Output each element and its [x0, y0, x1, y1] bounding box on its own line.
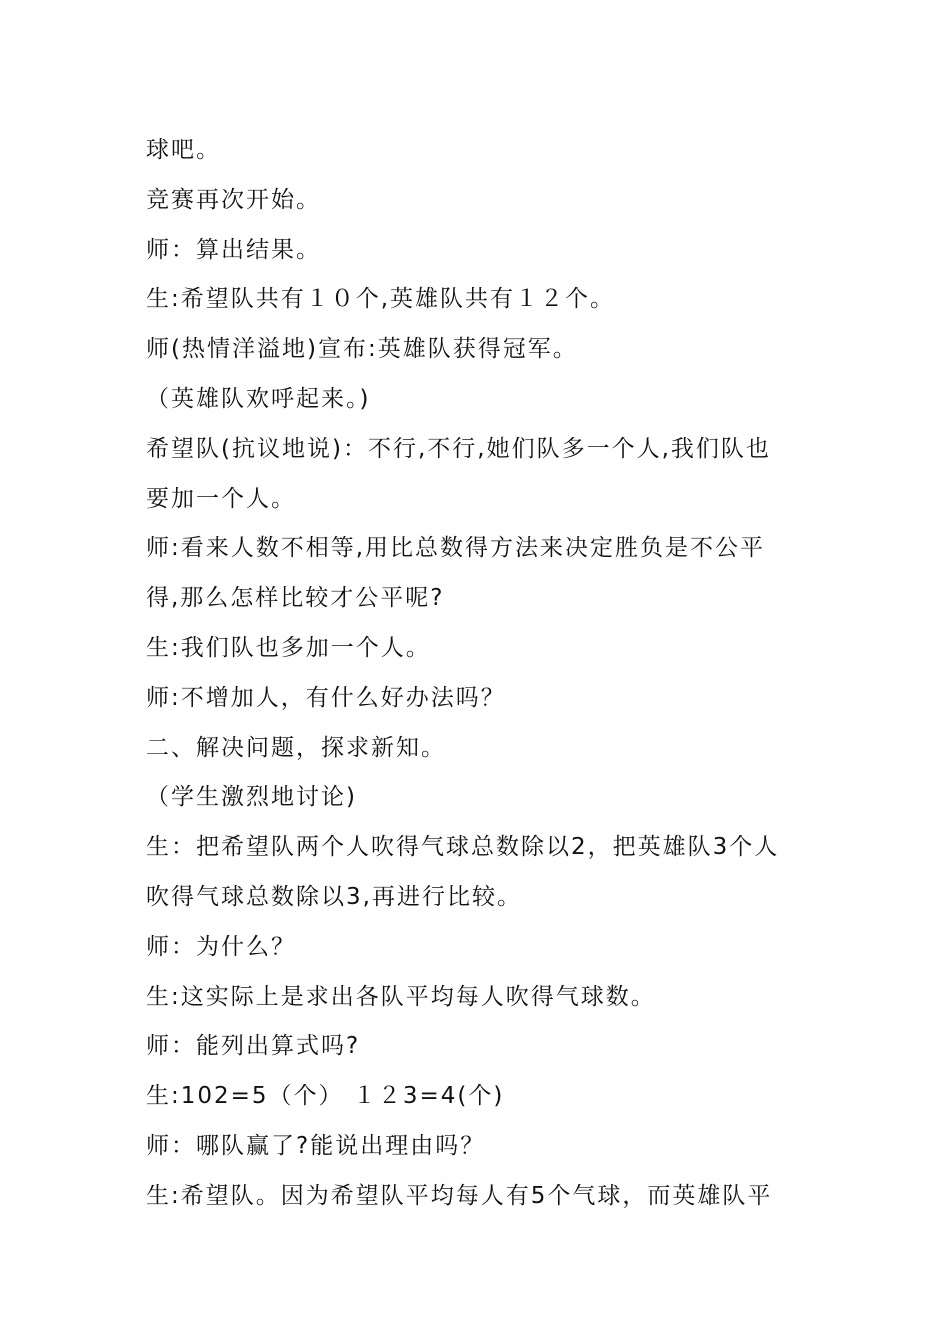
text-line: 竞赛再次开始。 — [146, 186, 321, 213]
text-line: （英雄队欢呼起来。) — [146, 385, 371, 412]
text-line: 师：算出结果。 — [146, 236, 321, 263]
text-line: 生:102=5（个） １２3=4(个) — [146, 1083, 505, 1110]
text-line: 要加一个人。 — [146, 485, 296, 512]
text-line: 生：把希望队两个人吹得气球总数除以2，把英雄队3个人 — [146, 834, 780, 861]
section-heading: 二、解决问题，探求新知。 — [146, 734, 446, 761]
text-line: 球吧。 — [146, 137, 221, 163]
text-line: 生:希望队。因为希望队平均每人有5个气球，而英雄队平 — [146, 1182, 773, 1209]
text-line: 师:不增加人，有什么好办法吗？ — [146, 684, 506, 711]
text-line: 生:这实际上是求出各队平均每人吹得气球数。 — [146, 983, 656, 1010]
text-line: 得,那么怎样比较才公平呢? — [146, 585, 445, 612]
body-text — [146, 126, 826, 1222]
text-line: 师：能列出算式吗? — [146, 1033, 361, 1060]
text-line: 师：哪队赢了?能说出理由吗？ — [146, 1132, 486, 1159]
text-line: 吹得气球总数除以3,再进行比较。 — [146, 883, 522, 910]
text-line: 师(热情洋溢地)宣布:英雄队获得冠军。 — [146, 336, 578, 363]
text-line: （学生激烈地讨论) — [146, 784, 357, 811]
text-line: 希望队(抗议地说)：不行,不行,她们队多一个人,我们队也 — [146, 435, 771, 462]
text-line: 师:看来人数不相等,用比总数得方法来决定胜负是不公平 — [146, 535, 766, 562]
text-line: 师：为什么？ — [146, 933, 296, 960]
text-line: 生:希望队共有１０个,英雄队共有１２个。 — [146, 286, 616, 313]
text-line: 生:我们队也多加一个人。 — [146, 634, 431, 661]
